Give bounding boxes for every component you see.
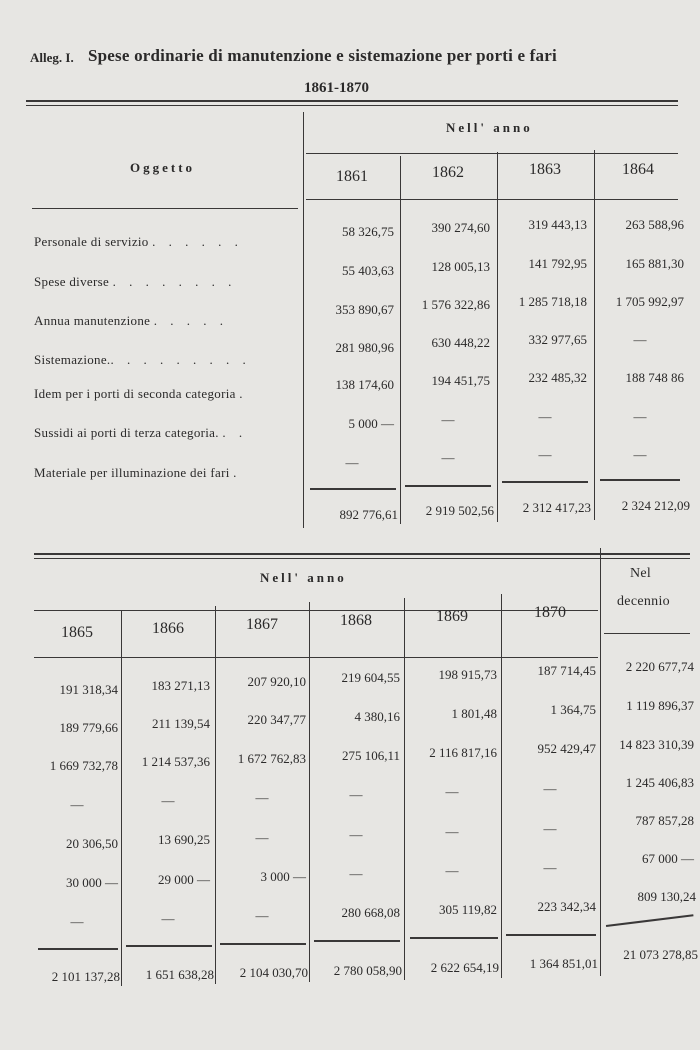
total-rule (310, 488, 396, 490)
cell: 211 139,54 (151, 716, 210, 731)
cell: 128 005,13 (431, 259, 490, 274)
decade-cell: 67 000 — (642, 851, 694, 866)
cell: — (349, 787, 363, 802)
decade-cell: 809 130,24 (637, 889, 696, 904)
cell: — (441, 412, 455, 427)
cell: — (255, 830, 269, 845)
cell: 223 342,34 (537, 899, 596, 914)
total-cell: 2 780 058,90 (333, 963, 402, 978)
cell: — (345, 455, 359, 470)
year-header: 1865 (61, 624, 93, 641)
cell: — (445, 863, 459, 878)
cell: 165 881,30 (625, 256, 684, 271)
cell: — (445, 784, 459, 799)
bottom-table-rule (34, 553, 690, 555)
cell: 29 000 — (158, 872, 210, 887)
cell: 191 318,34 (59, 682, 118, 697)
cell: — (161, 793, 175, 808)
total-rule (502, 481, 588, 483)
cell: 332 977,65 (528, 332, 587, 347)
cell: — (538, 409, 552, 424)
document-title: Spese ordinarie di manutenzione e sistemazione per porti e fari (88, 46, 557, 65)
cell: 183 271,13 (151, 678, 210, 693)
row-label: Idem per i porti di seconda categoria . (34, 386, 243, 401)
cell: 263 588,96 (625, 217, 684, 232)
decade-cell: 14 823 310,39 (619, 737, 694, 752)
cell: 5 000 — (348, 416, 394, 431)
top-table-rule-thin (26, 105, 678, 106)
decade-cell: 787 857,28 (635, 813, 694, 828)
cell: 280 668,08 (341, 905, 400, 920)
total-cell: 892 776,61 (339, 507, 398, 522)
cell: 58 326,75 (342, 224, 394, 239)
object-header-rule (32, 208, 298, 209)
total-cell: 1 651 638,28 (145, 967, 214, 982)
cell: 194 451,75 (431, 373, 490, 388)
year-group-header: Nell' anno (260, 570, 347, 585)
year-header-rule (34, 657, 598, 658)
cell: 1 801,48 (451, 706, 497, 721)
cell: 1 285 718,18 (518, 294, 587, 309)
decade-header-rule (604, 633, 690, 634)
bottom-table-rule-thin (34, 558, 690, 559)
total-cell: 2 919 502,56 (425, 503, 494, 518)
total-rule (606, 914, 694, 926)
year-header: 1862 (432, 164, 464, 181)
cell: 55 403,63 (342, 263, 394, 278)
total-rule (314, 940, 400, 942)
decade-header: Nel (630, 566, 652, 581)
cell: 141 792,95 (528, 256, 587, 271)
col-divider (497, 152, 498, 522)
total-cell: 2 104 030,70 (239, 965, 308, 980)
year-header: 1863 (529, 161, 561, 178)
col-divider (303, 112, 304, 528)
row-label: Sistemazione.. . . . . . . . . (34, 352, 251, 367)
row-label: Spese diverse . . . . . . . . (34, 274, 237, 289)
total-rule (126, 945, 212, 947)
cell: 305 119,82 (438, 902, 497, 917)
cell: — (70, 797, 84, 812)
total-cell: 1 364 851,01 (529, 956, 598, 971)
cell: 390 274,60 (431, 220, 490, 235)
cell: 353 890,67 (335, 302, 394, 317)
cell: 1 669 732,78 (49, 758, 118, 773)
year-header-rule (306, 199, 678, 200)
cell: 4 380,16 (354, 709, 400, 724)
col-divider (594, 150, 595, 520)
cell: 281 980,96 (335, 340, 394, 355)
cell: 1 214 537,36 (141, 754, 210, 769)
cell: 3 000 — (260, 869, 306, 884)
total-cell: 2 312 417,23 (522, 500, 591, 515)
year-header: 1867 (246, 616, 278, 633)
total-rule (405, 485, 491, 487)
decade-cell: 1 119 896,37 (626, 698, 694, 713)
total-cell: 2 324 212,09 (621, 498, 690, 513)
year-header: 1866 (152, 620, 184, 637)
year-header: 1864 (622, 161, 654, 178)
row-label: Personale di servizio . . . . . . (34, 234, 243, 249)
cell: — (349, 866, 363, 881)
cell: — (538, 447, 552, 462)
cell: 30 000 — (66, 875, 118, 890)
year-header: 1869 (436, 608, 468, 625)
cell: — (633, 409, 647, 424)
cell: 20 306,50 (66, 836, 118, 851)
cell: 1 672 762,83 (237, 751, 306, 766)
row-label: Materiale per illuminazione dei fari . (34, 465, 237, 480)
cell: 207 920,10 (247, 674, 306, 689)
cell: — (633, 332, 647, 347)
cell: — (349, 827, 363, 842)
year-group-rule (306, 153, 678, 154)
cell: 219 604,55 (341, 670, 400, 685)
row-label: Sussidi ai porti di terza categoria. . . (34, 425, 248, 440)
cell: 1 576 322,86 (421, 297, 490, 312)
total-rule (410, 937, 498, 939)
total-rule (506, 934, 596, 936)
total-rule (600, 479, 680, 481)
decade-total-cell: 21 073 278,85 (623, 947, 698, 962)
cell: 220 347,77 (247, 712, 306, 727)
cell: 319 443,13 (528, 217, 587, 232)
cell: 232 485,32 (528, 370, 587, 385)
year-header: 1870 (534, 604, 566, 621)
decade-cell: 2 220 677,74 (625, 659, 694, 674)
document-period: 1861-1870 (304, 80, 369, 96)
decade-cell: 1 245 406,83 (625, 775, 694, 790)
object-header: Oggetto (130, 160, 196, 175)
cell: 189 779,66 (59, 720, 118, 735)
cell: 138 174,60 (335, 377, 394, 392)
cell: 952 429,47 (537, 741, 596, 756)
decade-header: decennio (617, 594, 670, 609)
cell: — (543, 781, 557, 796)
total-cell: 2 622 654,19 (430, 960, 499, 975)
cell: 198 915,73 (438, 667, 497, 682)
cell: — (161, 911, 175, 926)
year-header: 1861 (336, 168, 368, 185)
cell: — (543, 860, 557, 875)
total-cell: 2 101 137,28 (51, 969, 120, 984)
year-header: 1868 (340, 612, 372, 629)
cell: 1 364,75 (550, 702, 596, 717)
annex-label: Alleg. I. (30, 50, 74, 65)
total-rule (38, 948, 118, 950)
year-group-header: Nell' anno (446, 120, 533, 135)
cell: — (255, 790, 269, 805)
cell: — (441, 450, 455, 465)
cell: 187 714,45 (537, 663, 596, 678)
cell: — (255, 908, 269, 923)
top-table-rule (26, 100, 678, 102)
row-label: Annua manutenzione . . . . . (34, 313, 229, 328)
cell: 630 448,22 (431, 335, 490, 350)
col-divider (400, 156, 401, 524)
cell: 1 705 992,97 (615, 294, 684, 309)
cell: — (445, 824, 459, 839)
total-rule (220, 943, 306, 945)
cell: — (633, 447, 647, 462)
cell: — (70, 914, 84, 929)
cell: 13 690,25 (158, 832, 210, 847)
cell: — (543, 821, 557, 836)
col-divider (600, 548, 601, 976)
cell: 275 106,11 (341, 748, 400, 763)
cell: 2 116 817,16 (429, 745, 497, 760)
cell: 188 748 86 (625, 370, 684, 385)
